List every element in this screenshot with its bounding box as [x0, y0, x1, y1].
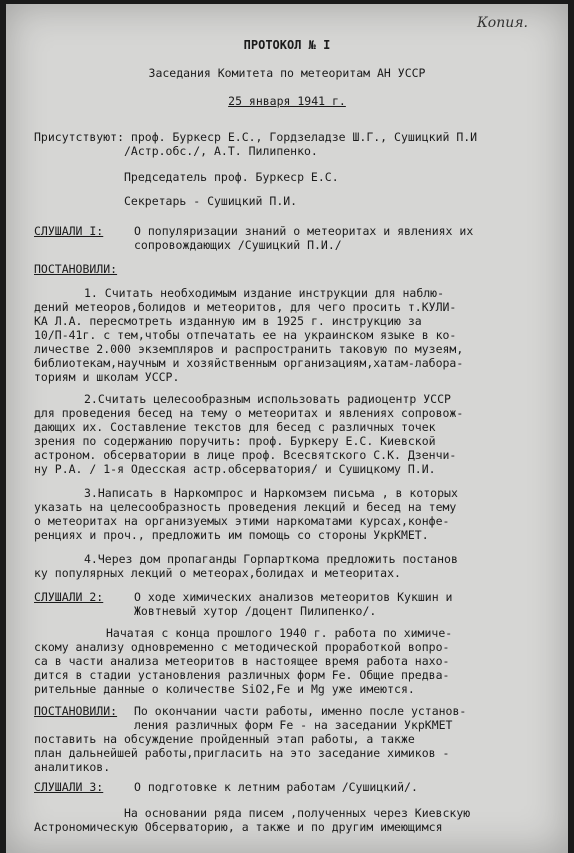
- heard-2-label: СЛУШАЛИ 2:: [34, 590, 104, 604]
- p2-line-5: астроном. обсерватории в лице проф. Всесвятского С.К. Дзенчи-: [34, 448, 457, 462]
- resolved-2-line-1: По окончании части работы, именно после установ-: [134, 704, 467, 718]
- p2-line-2: для проведения бесед на тему о метеоритах и явлениях сопровож-: [34, 406, 464, 420]
- p2-line-1: 2.Считать целесообразным использовать радиоцентр УССР: [84, 392, 451, 406]
- resolved-2-line-3: поставить на обсуждение пройденный этап работы, а также: [34, 732, 415, 746]
- chairman-line: Председатель проф. Буркеср Е.С.: [124, 170, 339, 184]
- secretary-line: Секретарь - Сушицкий П.И.: [124, 194, 298, 208]
- attendees-line-1: Присутствуют: проф. Буркеср Е.С., Гордзеладзе Ш.Г., Сушицкий П.И: [34, 130, 478, 144]
- document-page: [6, 4, 568, 853]
- attendees-line-2: /Астр.обс./, А.Т. Пилипенко.: [124, 144, 318, 158]
- resolved-2-label: ПОСТАНОВИЛИ:: [34, 704, 118, 718]
- p1-line-7: ториям и школам УССР.: [34, 370, 180, 384]
- heard-2-body-4: дится в стадии установления различных форм Fe. Общие предва-: [34, 668, 450, 682]
- p1-line-3: КА Л.А. пересмотреть изданную им в 1925 г. инструкцию за: [34, 314, 422, 328]
- resolved-2-line-4: план дальнейшей работы,пригласить на это заседание химиков -: [34, 746, 450, 760]
- p2-line-3: дающих их. Составление текстов для бесед с различных точек: [34, 420, 436, 434]
- p3-line-2: указать на целесообразность проведения лекций и бесед на тему: [34, 500, 457, 514]
- heard-1-label: СЛУШАЛИ I:: [34, 224, 104, 238]
- heard-3-body-2: Астрономическую Обсерваторию, а также и по другим имеющимся: [34, 820, 443, 834]
- heard-3-body-1: На основании ряда писем ,полученных через Киевскую: [124, 806, 471, 820]
- p1-line-4: 10/П-41г. с тем,чтобы отпечатать ее на украинском языке в ко-: [34, 328, 457, 342]
- heard-2-body-1: Начатая с конца прошлого 1940 г. работа по химиче-: [106, 626, 453, 640]
- heard-2-line-2: Жовтневый хутор /доцент Пилипенко/.: [134, 604, 377, 618]
- p1-line-1: 1. Считать необходимым издание инструкции для наблю-: [84, 286, 445, 300]
- heard-1-line-2: сопровождающих /Сушицкий П.И./: [134, 238, 342, 252]
- meeting-subtitle: Заседания Комитета по метеоритам АН УССР: [148, 66, 426, 80]
- heard-2-body-5: рительные данные о количестве SiO2,Fe и Mg уже имеются.: [34, 682, 415, 696]
- heard-2-line-1: О ходе химических анализов метеоритов Кукшин и: [134, 590, 453, 604]
- handwritten-copy-mark: Копия.: [476, 15, 528, 31]
- p3-line-1: 3.Написать в Наркомпрос и Наркомзем письма , в которых: [84, 486, 458, 500]
- meeting-date: 25 января 1941 г.: [228, 94, 346, 108]
- heard-3-label: СЛУШАЛИ 3:: [34, 780, 104, 794]
- p4-line-2: ку популярных лекций о метеорах,болидах и метеоритах.: [34, 566, 401, 580]
- heard-2-body-3: са в части анализа метеоритов в настоящее время работа нахо-: [34, 654, 450, 668]
- heard-1-line-1: О популяризации знаний о метеоритах и явлениях их: [134, 224, 474, 238]
- p4-line-1: 4.Через дом пропаганды Горпарткома предложить постанов: [84, 552, 458, 566]
- p2-line-4: зрения по содержанию поручить: проф. Буркеру Е.С. Киевской: [34, 434, 436, 448]
- heard-3-line: О подготовке к летним работам /Сушицкий/.: [134, 780, 418, 794]
- p2-line-6: ну Р.А. / 1-я Одесская астр.обсерватория/ и Сушицкому П.И.: [34, 462, 436, 476]
- resolved-2-line-5: аналитиков.: [34, 760, 111, 774]
- p1-line-6: библиотекам,научным и хозяйственным организациям,хатам-лабора-: [34, 356, 464, 370]
- p3-line-3: о метеоритах на организуемых этими наркоматами курсах,конфе-: [34, 514, 450, 528]
- resolved-1-label: ПОСТАНОВИЛИ:: [34, 262, 118, 276]
- resolved-2-line-2: ления различных форм Fe - на заседании УкрКМЕТ: [134, 718, 453, 732]
- protocol-title: ПРОТОКОЛ № I: [243, 38, 331, 52]
- p1-line-2: дений метеоров,болидов и метеоритов, для чего просить т.КУЛИ-: [34, 300, 457, 314]
- p3-line-4: ренциях и проч., предложить им помощь со стороны УкрКМЕТ.: [34, 528, 429, 542]
- heard-2-body-2: скому анализу одновременно с методической проработкой вопро-: [34, 640, 450, 654]
- p1-line-5: личестве 2.000 экземпляров и распространить таковую по музеям,: [34, 342, 464, 356]
